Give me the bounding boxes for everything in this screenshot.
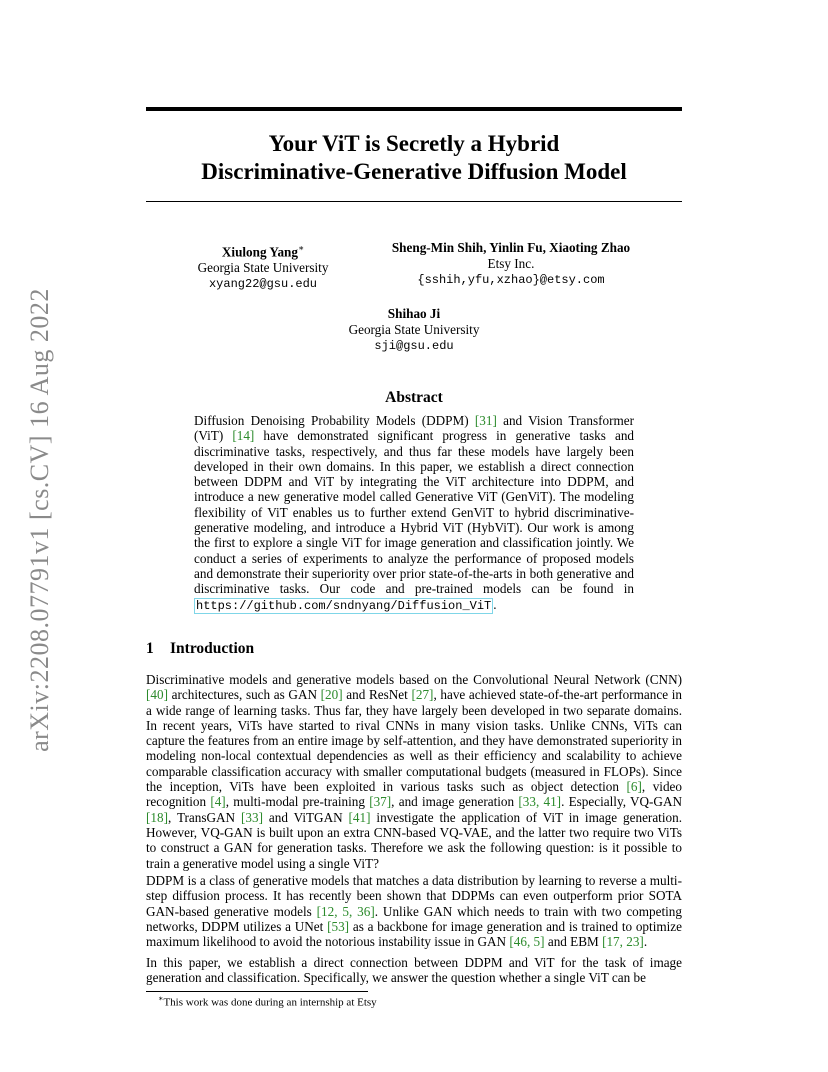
author-name: Shihao Ji (387, 306, 441, 321)
citation-link[interactable]: [12, 5, 36] (316, 903, 375, 919)
author-name: Sheng-Min Shih, Yinlin Fu, Xiaoting Zhao (391, 240, 631, 255)
title-line-2: Discriminative-Generative Diffusion Model (201, 159, 627, 184)
footnote (158, 994, 377, 1009)
intro-paragraph-2: DDPM is a class of generative models that matches a data distribution by learning to reverse a multi-step diffusion process. It has recently been shown that DDPMs can even outperform prior SOTA GAN-based generative models [12, 5, 36]. Unlike GAN which needs to train with two competing networks, DDPM utilizes a UNet [53] as a backbone for image generation and is trained to optimize maximum likelihood to avoid the notorious instability issue in GAN [46, 5] and EBM [17, 23]. (146, 873, 682, 950)
citation-link[interactable]: [6] (626, 779, 642, 795)
author-block-1 (183, 240, 343, 292)
citation-link[interactable]: [46, 5] (509, 934, 545, 950)
citation-link[interactable]: [41] (348, 809, 371, 825)
author-block-2 (376, 240, 646, 288)
code-repo-link[interactable]: https://github.com/sndnyang/Diffusion_ViT (196, 598, 492, 613)
section-title: Introduction (170, 640, 255, 657)
citation-link[interactable]: [17, 23] (602, 934, 644, 950)
author-email: {sshih,yfu,xzhao}@etsy.com (417, 273, 605, 287)
citation-link[interactable]: [53] (327, 918, 350, 934)
section-number: 1 (146, 640, 154, 657)
author-email: sji@gsu.edu (374, 339, 454, 353)
intro-paragraph-1: Discriminative models and generative models based on the Convolutional Neural Network (CNN) [40] architectures, such as GAN [20] and ResNet [27], have achieved state-of-the-art performance in a wide range of learning tasks. Thus far, they have largely been developed in two separate domains. In recent years, ViTs have started to rival CNNs in many vision tasks. Unlike CNNs, ViTs can capture the features from an entire image by self-attention, and they have demonstrated superiority in modeling non-local contextual dependencies as well as their efficiency and scalability to achieve comparable classification accuracy with smaller computational budgets (measured in FLOPs). Since the inception, ViTs have been exploited in various tasks such as object detection [6], video recognition [4], multi-modal pre-training [37], and image generation [33, 41]. Especially, VQ-GAN [18], TransGAN [33] and ViTGAN [41] investigate the application of ViT in image generation. However, VQ-GAN is built upon an extra CNN-based VQ-VAE, and the latter two require two ViTs to construct a GAN for generation tasks. Therefore we ask the following question: is it possible to train a generative model using a single ViT? (146, 672, 683, 871)
arxiv-sidebar (20, 280, 60, 760)
citation-link[interactable]: [33, 41] (518, 794, 562, 810)
abstract-heading: Abstract (385, 389, 443, 406)
author-affiliation: Georgia State University (348, 322, 480, 337)
author-name: Xiulong Yang (221, 244, 298, 260)
citation-link[interactable]: [4] (210, 794, 226, 810)
author-block-3 (314, 306, 514, 354)
title-top-rule (146, 107, 682, 111)
footnote-mark: ∗ (158, 994, 164, 1003)
citation-link[interactable]: [40] (146, 687, 168, 703)
author-affiliation: Etsy Inc. (487, 256, 535, 271)
citation-link[interactable]: [31] (474, 413, 497, 428)
citation-link[interactable]: [14] (232, 428, 255, 444)
citation-link[interactable]: [37] (369, 794, 392, 810)
citation-link[interactable]: [33] (241, 809, 263, 825)
author-footnote-mark: ∗ (297, 243, 305, 253)
paper-title (146, 130, 682, 186)
citation-link[interactable]: [20] (320, 687, 343, 703)
footnote-rule (146, 991, 368, 992)
title-bottom-rule (146, 201, 682, 202)
author-affiliation: Georgia State University (197, 260, 329, 276)
author-email: xyang22@gsu.edu (208, 277, 318, 292)
footnote-text: This work was done during an internship at Etsy (163, 996, 377, 1009)
citation-link[interactable]: [18] (146, 809, 168, 825)
section-heading-introduction (146, 640, 254, 658)
intro-paragraph-3: In this paper, we establish a direct connection between DDPM and ViT for the task of image generation and classification. Specifically, we answer the question whether a single ViT can be (146, 955, 682, 986)
abstract-body: Diffusion Denoising Probability Models (DDPM) [31] and Vision Transformer (ViT) [14] have demonstrated significant progress in generative tasks and discriminative tasks, respectively, and thus far these models have largely been developed in their own domains. In this paper, we establish a direct connection between DDPM and ViT by integrating the ViT architecture into DDPM, and introduce a new generative model called Generative ViT (GenViT). The modeling flexibility of ViT enables us to further extend GenViT to hybrid discriminative-generative modeling, and introduce a Hybrid ViT (HybViT). Our work is among the first to explore a single ViT for image generation and classification jointly. We conduct a series of experiments to analyze the performance of proposed models and demonstrate their superiority over prior state-of-the-arts in both generative and discriminative tasks. Our code and pre-trained models can be found in https://github.com/sndnyang/Diffusion_ViT . (194, 413, 635, 613)
citation-link[interactable]: [27] (411, 687, 434, 703)
arxiv-id-stamp: arXiv:2208.07791v1 [cs.CV] 16 Aug 2022 (25, 288, 54, 752)
title-line-1: Your ViT is Secretly a Hybrid (268, 131, 560, 156)
